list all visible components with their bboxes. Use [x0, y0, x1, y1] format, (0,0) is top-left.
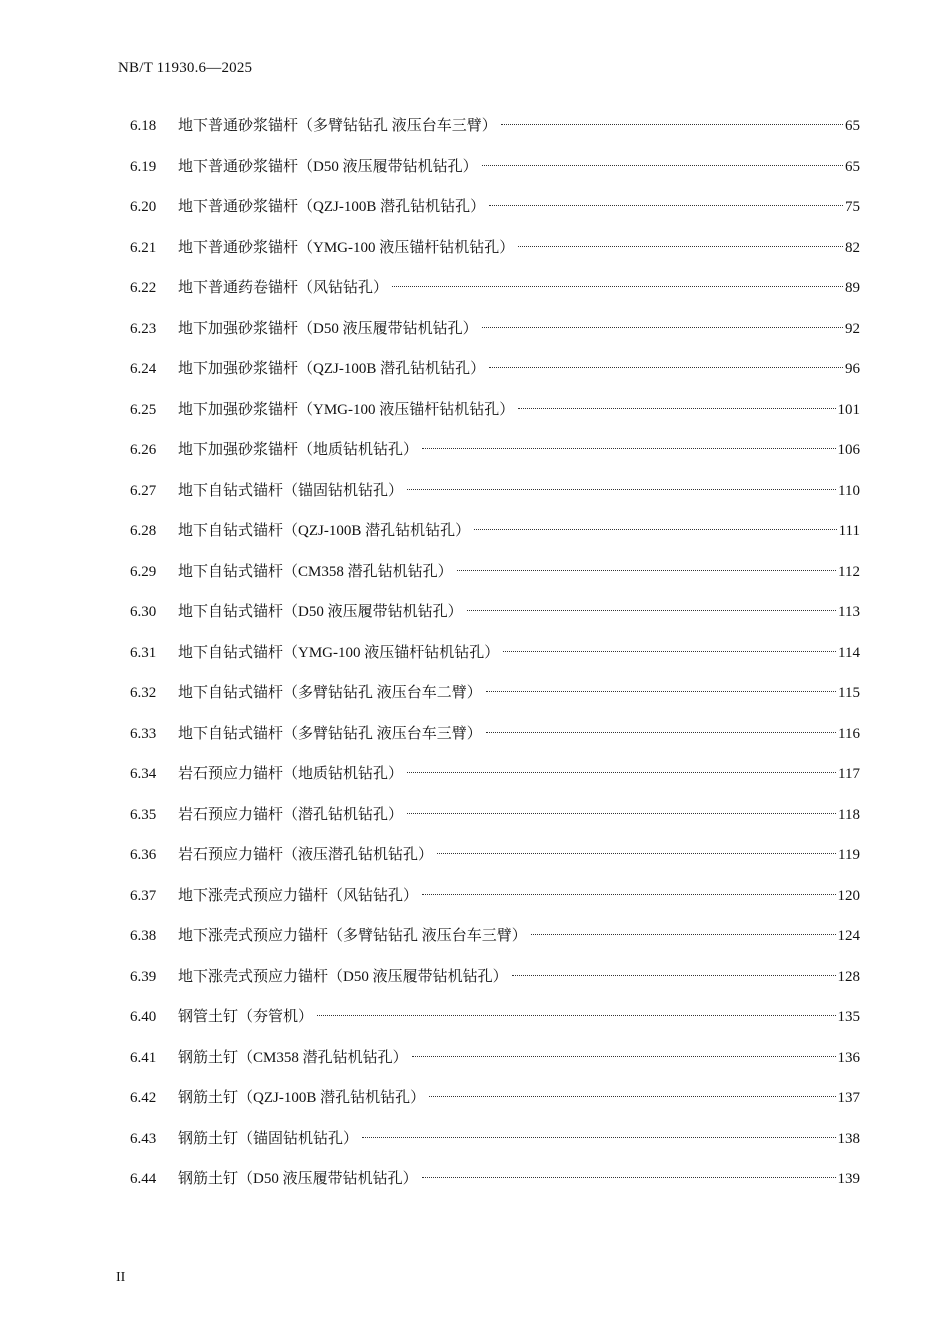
toc-entry-title: 地下加强砂浆锚杆（QZJ-100B 潜孔钻机钻孔） — [178, 361, 486, 377]
toc-entry-number: 6.33 — [130, 725, 157, 742]
toc-entry[interactable] — [130, 1003, 860, 1044]
toc-entry-page: 75 — [845, 199, 860, 215]
dot-leader — [407, 489, 836, 490]
toc-entry-page: 111 — [838, 523, 860, 539]
toc-entry-title: 地下自钻式锚杆（YMG-100 液压锚杆钻机钻孔） — [178, 644, 500, 661]
dot-leader — [362, 1137, 835, 1138]
toc-entry-page: 136 — [837, 1049, 860, 1066]
dot-leader — [437, 853, 836, 854]
toc-entry[interactable] — [130, 801, 860, 842]
toc-entry[interactable] — [130, 436, 860, 477]
toc-entry-number: 6.29 — [130, 563, 157, 580]
toc-entry-number: 6.25 — [130, 401, 157, 418]
toc-entry-number: 6.39 — [130, 968, 157, 985]
toc-entry-title: 地下自钻式锚杆（CM358 潜孔钻机钻孔） — [178, 563, 453, 580]
toc-entry-title: 地下涨壳式预应力锚杆（风钻钻孔） — [178, 887, 419, 904]
toc-entry[interactable] — [130, 396, 860, 437]
toc-entry-page: 113 — [838, 604, 860, 620]
dot-leader — [482, 327, 843, 328]
toc-entry[interactable] — [130, 639, 860, 680]
toc-entry-title: 岩石预应力锚杆（液压潜孔钻机钻孔） — [178, 847, 434, 863]
toc-entry-number: 6.42 — [130, 1090, 157, 1106]
toc-entry-title: 地下自钻式锚杆（多臂钻钻孔 液压台车二臂） — [178, 685, 482, 701]
dot-leader — [486, 732, 836, 733]
toc-entry-page: 124 — [837, 928, 860, 944]
toc-entry[interactable] — [130, 841, 860, 882]
document-standard-code: NB/T 11930.6—2025 — [118, 60, 253, 76]
dot-leader — [392, 286, 843, 287]
toc-entry-title: 钢筋土钉（D50 液压履带钻机钻孔） — [178, 1171, 418, 1187]
toc-entry-number: 6.23 — [130, 320, 157, 337]
toc-entry-number: 6.22 — [130, 280, 157, 296]
dot-leader — [489, 367, 843, 368]
toc-entry[interactable] — [130, 1084, 860, 1125]
toc-entry-number: 6.32 — [130, 685, 157, 701]
dot-leader — [467, 610, 836, 611]
dot-leader — [512, 975, 836, 976]
toc-entry-number: 6.43 — [130, 1130, 157, 1147]
toc-entry-title: 地下普通砂浆锚杆（多臂钻钻孔 液压台车三臂） — [178, 118, 497, 134]
dot-leader — [503, 651, 836, 652]
toc-entry[interactable] — [130, 882, 860, 923]
toc-entry-page: 119 — [838, 847, 860, 863]
toc-entry-page: 65 — [845, 158, 860, 175]
toc-entry[interactable] — [130, 234, 860, 275]
toc-entry-title: 地下涨壳式预应力锚杆（D50 液压履带钻机钻孔） — [178, 968, 508, 985]
toc-entry-page: 65 — [845, 118, 860, 134]
toc-entry-page: 101 — [837, 401, 860, 418]
dot-leader — [518, 408, 835, 409]
toc-entry-title: 钢筋土钉（CM358 潜孔钻机钻孔） — [178, 1049, 408, 1066]
toc-entry-page: 82 — [845, 239, 860, 256]
table-of-contents — [130, 112, 860, 1206]
toc-entry-title: 地下普通砂浆锚杆（D50 液压履带钻机钻孔） — [178, 158, 478, 175]
toc-entry[interactable] — [130, 112, 860, 153]
toc-entry-title: 地下普通药卷锚杆（风钻钻孔） — [178, 280, 389, 296]
page-number: II — [116, 1270, 126, 1285]
toc-entry-number: 6.41 — [130, 1049, 157, 1066]
toc-entry-title: 地下加强砂浆锚杆（YMG-100 液压锚杆钻机钻孔） — [178, 401, 515, 418]
dot-leader — [489, 205, 843, 206]
toc-entry-number: 6.40 — [130, 1009, 157, 1025]
dot-leader — [317, 1015, 835, 1016]
toc-entry-number: 6.30 — [130, 604, 157, 620]
toc-entry-page: 115 — [838, 685, 860, 701]
toc-entry[interactable] — [130, 517, 860, 558]
toc-entry-title: 岩石预应力锚杆（地质钻机钻孔） — [178, 766, 404, 782]
toc-entry-page: 120 — [837, 887, 860, 904]
toc-entry-number: 6.19 — [130, 158, 157, 175]
toc-entry-page: 92 — [845, 320, 860, 337]
toc-entry-page: 89 — [845, 280, 860, 296]
toc-entry-title: 地下涨壳式预应力锚杆（多臂钻钻孔 液压台车三臂） — [178, 928, 527, 944]
toc-entry[interactable] — [130, 477, 860, 518]
dot-leader — [457, 570, 836, 571]
toc-entry[interactable] — [130, 760, 860, 801]
toc-entry-title: 地下自钻式锚杆（D50 液压履带钻机钻孔） — [178, 604, 463, 620]
dot-leader — [474, 529, 837, 530]
toc-entry-page: 139 — [837, 1171, 860, 1187]
toc-entry-number: 6.28 — [130, 523, 157, 539]
toc-entry-page: 116 — [838, 725, 860, 742]
toc-entry-number: 6.37 — [130, 887, 157, 904]
toc-entry-title: 地下自钻式锚杆（QZJ-100B 潜孔钻机钻孔） — [178, 523, 471, 539]
toc-entry-title: 钢筋土钉（锚固钻机钻孔） — [178, 1130, 359, 1147]
toc-entry[interactable] — [130, 193, 860, 234]
toc-entry-page: 96 — [845, 361, 860, 377]
toc-entry[interactable] — [130, 922, 860, 963]
dot-leader — [501, 124, 843, 125]
toc-entry[interactable] — [130, 1044, 860, 1085]
toc-entry-title: 岩石预应力锚杆（潜孔钻机钻孔） — [178, 806, 404, 823]
dot-leader — [531, 934, 836, 935]
toc-entry[interactable] — [130, 153, 860, 194]
toc-entry-number: 6.36 — [130, 847, 157, 863]
toc-entry-page: 117 — [838, 766, 860, 782]
toc-entry[interactable] — [130, 598, 860, 639]
toc-entry-title: 地下加强砂浆锚杆（D50 液压履带钻机钻孔） — [178, 320, 478, 337]
toc-entry-page: 114 — [838, 644, 860, 661]
toc-entry-number: 6.44 — [130, 1171, 157, 1187]
toc-entry-page: 112 — [838, 563, 860, 580]
toc-entry-number: 6.26 — [130, 442, 157, 458]
toc-entry-number: 6.34 — [130, 766, 157, 782]
toc-entry-page: 137 — [837, 1090, 860, 1106]
dot-leader — [422, 448, 835, 449]
toc-entry-number: 6.38 — [130, 928, 157, 944]
dot-leader — [429, 1096, 835, 1097]
toc-entry-number: 6.24 — [130, 361, 157, 377]
toc-entry[interactable] — [130, 679, 860, 720]
toc-entry-title: 钢管土钉（夯管机） — [178, 1009, 314, 1025]
toc-entry-number: 6.31 — [130, 644, 157, 661]
toc-entry-number: 6.27 — [130, 482, 157, 499]
toc-entry[interactable] — [130, 355, 860, 396]
toc-entry-page: 128 — [837, 968, 860, 985]
dot-leader — [422, 1177, 836, 1178]
toc-entry[interactable] — [130, 558, 860, 599]
toc-entry[interactable] — [130, 315, 860, 356]
toc-entry-number: 6.18 — [130, 118, 157, 134]
dot-leader — [407, 813, 836, 814]
toc-entry-title: 钢筋土钉（QZJ-100B 潜孔钻机钻孔） — [178, 1090, 426, 1106]
toc-entry[interactable] — [130, 1125, 860, 1166]
toc-entry-title: 地下自钻式锚杆（多臂钻钻孔 液压台车三臂） — [178, 725, 482, 742]
toc-entry-title: 地下自钻式锚杆（锚固钻机钻孔） — [178, 482, 404, 499]
toc-entry-title: 地下普通砂浆锚杆（QZJ-100B 潜孔钻机钻孔） — [178, 199, 486, 215]
toc-entry-number: 6.35 — [130, 806, 157, 823]
toc-entry-title: 地下普通砂浆锚杆（YMG-100 液压锚杆钻机钻孔） — [178, 239, 515, 256]
dot-leader — [412, 1056, 836, 1057]
dot-leader — [486, 691, 836, 692]
toc-entry[interactable] — [130, 963, 860, 1004]
dot-leader — [518, 246, 843, 247]
toc-entry-page: 118 — [838, 806, 860, 823]
dot-leader — [482, 165, 843, 166]
dot-leader — [407, 772, 836, 773]
toc-entry-number: 6.20 — [130, 199, 157, 215]
toc-entry-number: 6.21 — [130, 239, 157, 256]
toc-entry[interactable] — [130, 1165, 860, 1206]
toc-entry[interactable] — [130, 720, 860, 761]
dot-leader — [422, 894, 835, 895]
toc-entry[interactable] — [130, 274, 860, 315]
toc-entry-page: 110 — [838, 482, 860, 499]
toc-entry-page: 138 — [837, 1130, 860, 1147]
toc-entry-page: 135 — [837, 1009, 860, 1025]
toc-entry-title: 地下加强砂浆锚杆（地质钻机钻孔） — [178, 442, 419, 458]
toc-entry-page: 106 — [837, 442, 860, 458]
